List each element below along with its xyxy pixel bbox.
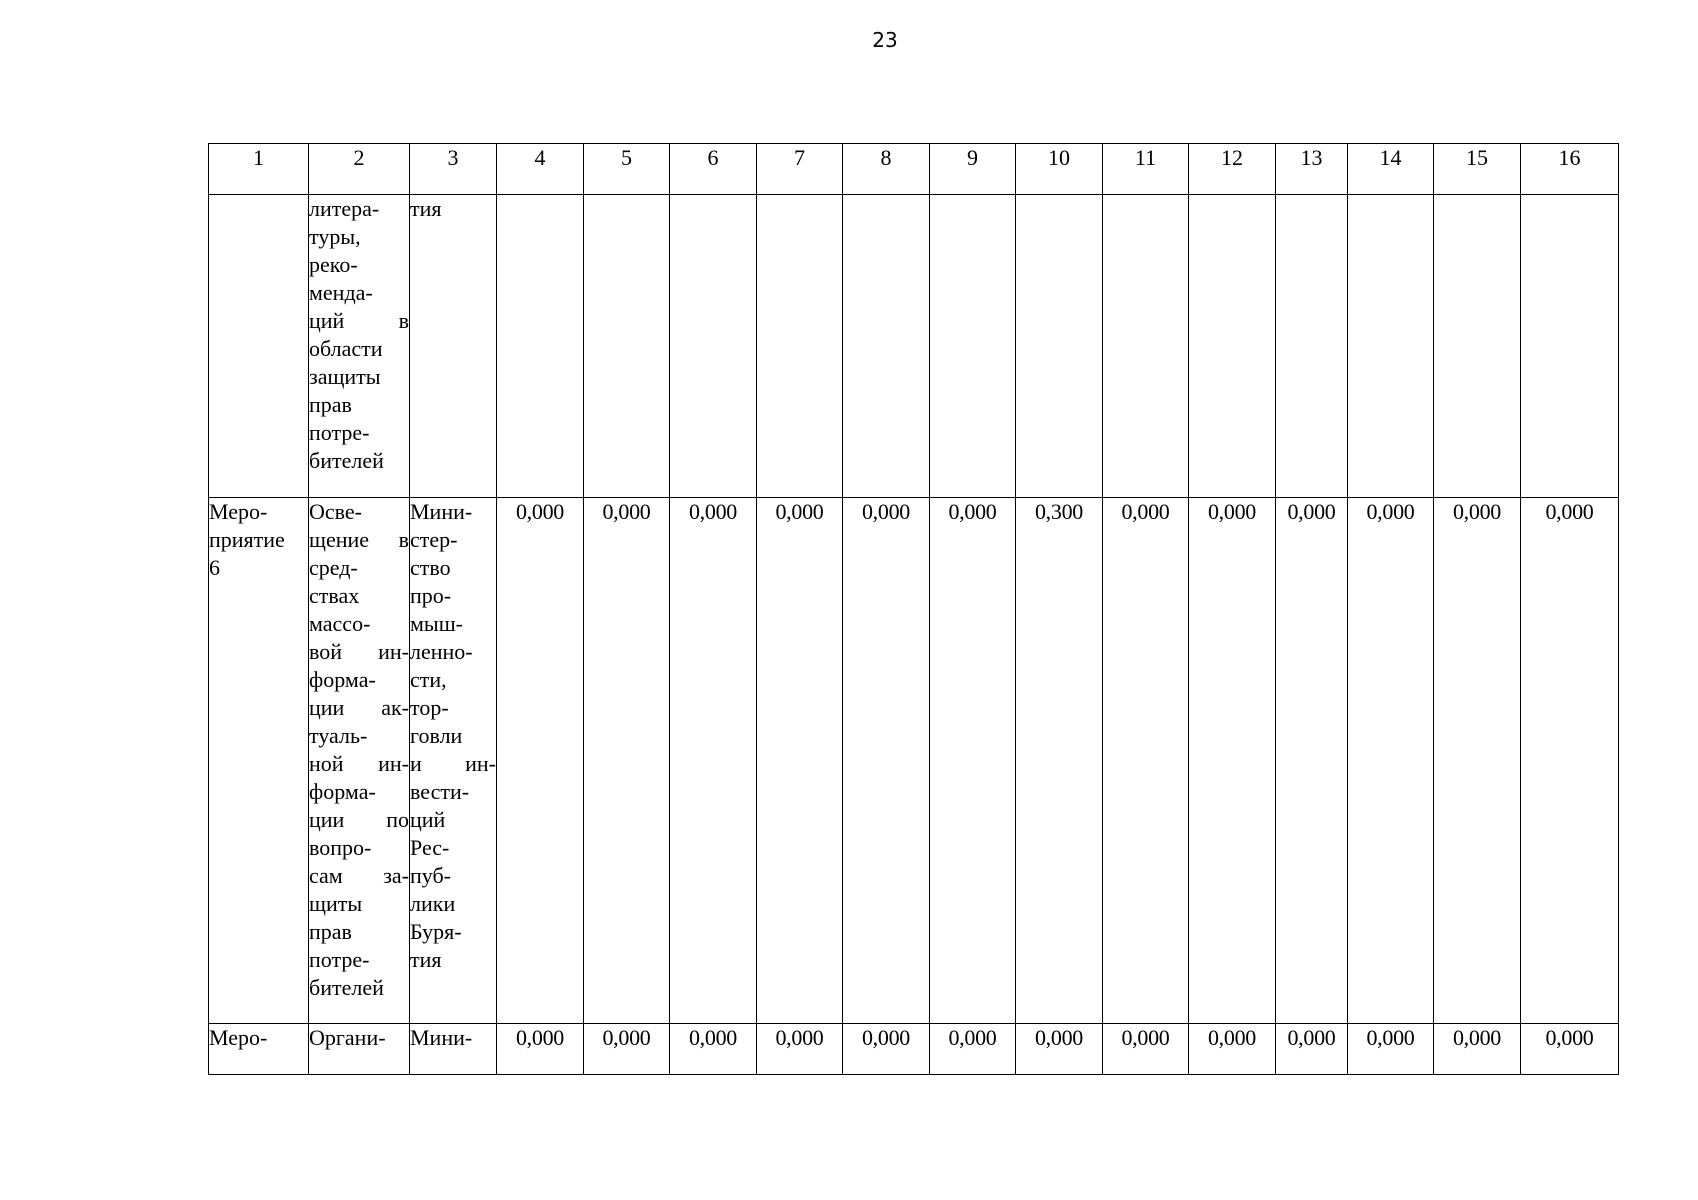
header-row [209, 144, 1619, 195]
table-row [209, 498, 1619, 1024]
value-cell: 0,000 [1016, 1024, 1103, 1075]
value-cell: 0,000 [1348, 498, 1434, 1024]
cell-text-line: ций в [309, 308, 409, 333]
value-cell: 0,000 [670, 498, 757, 1024]
column-header: 11 [1103, 144, 1189, 195]
cell-text-line: вопро- [309, 835, 372, 860]
column-header: 5 [584, 144, 670, 195]
cell-text-line: сам за- [309, 863, 409, 888]
cell-text-line: про- [410, 583, 452, 608]
cell-text-line: тия [410, 947, 442, 972]
cell-text-line: Меро- [209, 499, 268, 524]
column-header: 10 [1016, 144, 1103, 195]
cell-text-line: ленно- [410, 639, 473, 664]
value-cell: 0,000 [670, 1024, 757, 1075]
value-cell [1016, 195, 1103, 498]
value-cell: 0,000 [497, 1024, 584, 1075]
value-cell [1434, 195, 1521, 498]
cell-text-line: Органи- [309, 1025, 386, 1050]
value-cell: 0,000 [1189, 498, 1276, 1024]
cell-text-line: вой ин- [309, 639, 409, 664]
column-header: 15 [1434, 144, 1521, 195]
responsible-executor-cell [410, 498, 497, 1024]
cell-text-line: сти, [410, 667, 447, 692]
column-header: 16 [1521, 144, 1619, 195]
value-cell [1521, 195, 1619, 498]
cell-text-line: приятие [209, 527, 285, 552]
cell-text-line: прав [309, 919, 352, 944]
cell-text-line: литера- [309, 196, 380, 221]
value-cell: 0,000 [1521, 498, 1619, 1024]
value-cell: 0,000 [1348, 1024, 1434, 1075]
cell-text-line: стер- [410, 527, 458, 552]
column-header: 1 [209, 144, 309, 195]
value-cell [843, 195, 930, 498]
value-cell [1276, 195, 1348, 498]
cell-text-line: потре- [309, 947, 370, 972]
column-header: 8 [843, 144, 930, 195]
cell-text-line: щиты [309, 891, 363, 916]
cell-text-line: ции по [309, 807, 409, 832]
value-cell: 0,000 [1189, 1024, 1276, 1075]
value-cell [930, 195, 1016, 498]
value-cell: 0,000 [584, 498, 670, 1024]
value-cell: 0,000 [843, 1024, 930, 1075]
cell-text-line: менда- [309, 280, 373, 305]
column-header: 14 [1348, 144, 1434, 195]
cell-text-line: и ин- [410, 751, 496, 776]
page-number: 23 [872, 28, 898, 52]
column-header: 9 [930, 144, 1016, 195]
cell-text-line: тор- [410, 695, 449, 720]
cell-text-line: форма- [309, 667, 376, 692]
cell-text-line: пуб- [410, 863, 452, 888]
responsible-executor-cell [410, 1024, 497, 1075]
activity-description-cell [309, 498, 410, 1024]
value-cell: 0,000 [584, 1024, 670, 1075]
value-cell: 0,000 [843, 498, 930, 1024]
cell-text-line: сред- [309, 555, 358, 580]
activity-name-cell [209, 195, 309, 498]
value-cell: 0,000 [1276, 1024, 1348, 1075]
value-cell: 0,000 [497, 498, 584, 1024]
value-cell [497, 195, 584, 498]
cell-text-line: ствах [309, 583, 360, 608]
cell-text-line: бителей [309, 975, 384, 1000]
cell-text-line: бителей [309, 448, 384, 473]
cell-text-line: Буря- [410, 919, 462, 944]
responsible-executor-cell [410, 195, 497, 498]
value-cell [1103, 195, 1189, 498]
cell-text-line: Мини- [410, 1025, 473, 1050]
cell-text-line: форма- [309, 779, 376, 804]
cell-text-line: массо- [309, 611, 371, 636]
table-row [209, 195, 1619, 498]
value-cell: 0,300 [1016, 498, 1103, 1024]
cell-text-line: защиты [309, 364, 381, 389]
column-header: 2 [309, 144, 410, 195]
table-row [209, 1024, 1619, 1075]
value-cell [584, 195, 670, 498]
cell-text-line: 6 [209, 555, 220, 580]
cell-text-line: реко- [309, 252, 358, 277]
column-header: 4 [497, 144, 584, 195]
value-cell [1189, 195, 1276, 498]
value-cell: 0,000 [757, 498, 843, 1024]
column-header: 12 [1189, 144, 1276, 195]
activity-name-cell [209, 1024, 309, 1075]
value-cell [757, 195, 843, 498]
program-activities-table [208, 143, 1619, 1075]
value-cell: 0,000 [930, 498, 1016, 1024]
cell-text-line: мыш- [410, 611, 463, 636]
cell-text-line: Рес- [410, 835, 450, 860]
cell-text-line: лики [410, 891, 456, 916]
column-header: 6 [670, 144, 757, 195]
column-header: 3 [410, 144, 497, 195]
cell-text-line: туаль- [309, 723, 368, 748]
cell-text-line: говли [410, 723, 463, 748]
cell-text-line: ной ин- [309, 751, 409, 776]
value-cell: 0,000 [1521, 1024, 1619, 1075]
activity-name-cell [209, 498, 309, 1024]
cell-text-line: вести- [410, 779, 470, 804]
value-cell [1348, 195, 1434, 498]
cell-text-line: Осве- [309, 499, 363, 524]
value-cell: 0,000 [1276, 498, 1348, 1024]
cell-text-line: ций [410, 807, 446, 832]
activity-description-cell [309, 1024, 410, 1075]
cell-text-line: прав [309, 392, 352, 417]
value-cell: 0,000 [1103, 1024, 1189, 1075]
cell-text-line: тия [410, 196, 442, 221]
cell-text-line: щение в [309, 527, 409, 552]
column-header: 7 [757, 144, 843, 195]
cell-text-line: ции ак- [309, 695, 409, 720]
value-cell: 0,000 [1103, 498, 1189, 1024]
cell-text-line: потре- [309, 420, 370, 445]
cell-text-line: туры, [309, 224, 361, 249]
cell-text-line: ство [410, 555, 451, 580]
value-cell: 0,000 [930, 1024, 1016, 1075]
column-header: 13 [1276, 144, 1348, 195]
value-cell: 0,000 [1434, 1024, 1521, 1075]
activity-description-cell [309, 195, 410, 498]
cell-text-line: Меро- [209, 1025, 268, 1050]
cell-text-line: области [309, 336, 383, 361]
cell-text-line: Мини- [410, 499, 473, 524]
value-cell: 0,000 [757, 1024, 843, 1075]
value-cell: 0,000 [1434, 498, 1521, 1024]
value-cell [670, 195, 757, 498]
